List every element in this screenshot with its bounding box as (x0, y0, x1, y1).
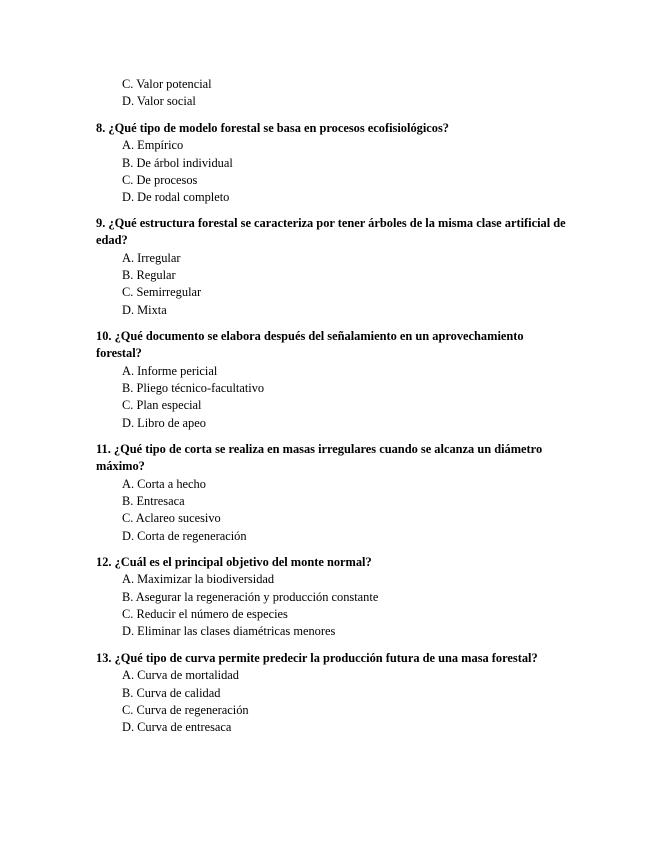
option-list (96, 667, 566, 736)
option-c: C. Aclareo sucesivo (122, 511, 221, 526)
option-list (96, 363, 566, 432)
option-a: A. Maximizar la biodiversidad (122, 572, 275, 587)
option-b: B. Entresaca (122, 494, 185, 509)
question-9 (96, 215, 566, 319)
option-d: D. Corta de regeneración (122, 528, 247, 543)
option-b: B. Pliego técnico-facultativo (122, 381, 265, 396)
question-title: 13. ¿Qué tipo de curva permite predecir la producción futura de una masa forestal? (96, 651, 538, 665)
question-12 (96, 554, 566, 641)
option-b: B. De árbol individual (122, 155, 233, 170)
question-title: 9. ¿Qué estructura forestal se caracteriza por tener árboles de la misma clase artificial de edad? (96, 216, 566, 248)
question-title: 12. ¿Cuál es el principal objetivo del monte normal? (96, 555, 372, 569)
question-10 (96, 328, 566, 432)
option-a: A. Empírico (122, 138, 184, 153)
option-d: D. Eliminar las clases diamétricas menores (122, 624, 336, 639)
option-a: A. Corta a hecho (122, 476, 206, 491)
option-d: D. Curva de entresaca (122, 720, 232, 735)
option-list (96, 476, 566, 545)
option-b: B. Regular (122, 268, 176, 283)
option-c: C. Curva de regeneración (122, 703, 249, 717)
option-d: D. De rodal completo (122, 190, 230, 205)
option-list (96, 137, 566, 206)
option-c: C. Semirregular (122, 285, 202, 300)
question-13 (96, 650, 566, 737)
option-d: D. Valor social (122, 94, 196, 109)
question-11 (96, 441, 566, 545)
option-a: A. Irregular (122, 250, 181, 265)
option-list (96, 571, 566, 640)
option-c: C. De procesos (122, 173, 198, 187)
option-d: D. Mixta (122, 302, 167, 317)
option-c: C. Valor potencial (122, 77, 212, 91)
option-c: C. Reducir el número de especies (122, 607, 288, 621)
option-b: B. Curva de calidad (122, 685, 221, 700)
question-title: 11. ¿Qué tipo de corta se realiza en masas irregulares cuando se alcanza un diámetro máximo? (96, 442, 543, 474)
option-d: D. Libro de apeo (122, 415, 206, 430)
option-c: C. Plan especial (122, 398, 202, 413)
option-b: B. Asegurar la regeneración y producción constante (122, 589, 379, 604)
question-title: 8. ¿Qué tipo de modelo forestal se basa en procesos ecofisiológicos? (96, 121, 449, 135)
option-list (96, 250, 566, 319)
carryover-options (122, 76, 212, 111)
option-a: A. Curva de mortalidad (122, 668, 239, 683)
option-a: A. Informe pericial (122, 363, 218, 378)
question-8 (96, 120, 566, 207)
question-title: 10. ¿Qué documento se elabora después del señalamiento en un aprovechamiento forestal? (96, 329, 524, 361)
